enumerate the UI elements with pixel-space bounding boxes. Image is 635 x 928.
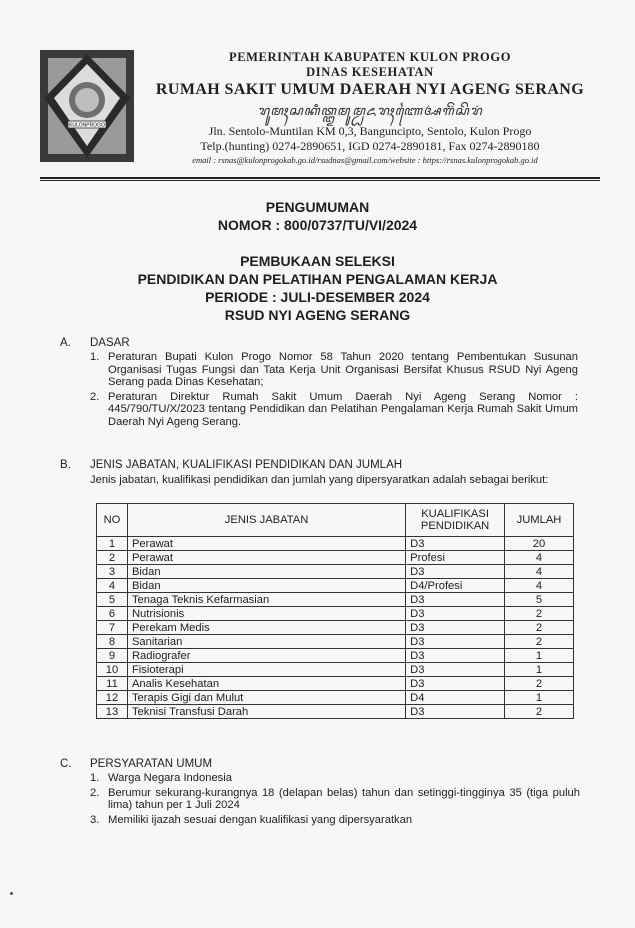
list-text: Warga Negara Indonesia — [108, 772, 232, 784]
table-row — [97, 593, 574, 607]
cell-kualifikasi: D3 — [406, 635, 505, 649]
list-item — [90, 351, 578, 389]
emblem-caption: KULONPROGO — [69, 122, 105, 129]
table-body — [97, 537, 574, 719]
cell-jumlah: 2 — [505, 621, 574, 635]
cell-kualifikasi: D3 — [406, 621, 505, 635]
cell-jabatan: Nutrisionis — [127, 607, 405, 621]
section-c-heading — [60, 758, 212, 771]
section-b-heading — [60, 459, 402, 472]
table-row — [97, 537, 574, 551]
cell-no: 9 — [97, 649, 128, 663]
list-text: Berumur sekurang-kurangnya 18 (delapan belas) tahun dan setinggi-tingginya 35 (tiga puluh lima) tahun per 1 Juli 2024 — [108, 786, 580, 811]
cell-no: 11 — [97, 677, 128, 691]
cell-jumlah: 2 — [505, 635, 574, 649]
section-a-list — [90, 351, 578, 430]
cell-jumlah: 2 — [505, 607, 574, 621]
cell-jumlah: 5 — [505, 593, 574, 607]
cell-kualifikasi: D3 — [406, 593, 505, 607]
letterhead-javanese-script: ꦫꦸꦩꦃꦱꦏꦶꦠ꧀ꦈꦩꦸꦩ꧀ꦝꦌꦫꦃꦚꦻꦄꦒꦼꦁꦱꦼꦫꦁ — [257, 103, 483, 118]
list-item — [90, 814, 580, 827]
table-row — [97, 705, 574, 719]
list-number: 3. — [90, 813, 100, 826]
cell-kualifikasi: D3 — [406, 677, 505, 691]
announcement-number: NOMOR : 800/0737/TU/VI/2024 — [217, 217, 418, 233]
cell-jabatan: Teknisi Transfusi Darah — [127, 705, 405, 719]
cell-jumlah: 2 — [505, 705, 574, 719]
section-b-letter: B. — [60, 459, 71, 471]
section-a-title: DASAR — [90, 337, 130, 349]
col-header-no: NO — [97, 504, 128, 537]
scan-speck — [10, 892, 13, 895]
table-row — [97, 565, 574, 579]
col-header-kualifikasi: KUALIFIKASI PENDIDIKAN — [406, 504, 505, 537]
table-row — [97, 635, 574, 649]
cell-no: 4 — [97, 579, 128, 593]
table-row — [97, 579, 574, 593]
cell-kualifikasi: Profesi — [406, 551, 505, 565]
table-row — [97, 551, 574, 565]
cell-jumlah: 4 — [505, 579, 574, 593]
letterhead-divider — [40, 177, 600, 179]
table-row — [97, 621, 574, 635]
cell-no: 13 — [97, 705, 128, 719]
letterhead — [140, 50, 600, 166]
cell-no: 12 — [97, 691, 128, 705]
cell-kualifikasi: D3 — [406, 565, 505, 579]
cell-jabatan: Fisioterapi — [127, 663, 405, 677]
positions-table — [96, 503, 574, 719]
section-c-title: PERSYARATAN UMUM — [90, 758, 213, 770]
cell-jabatan: Tenaga Teknis Kefarmasian — [127, 593, 405, 607]
cell-no: 8 — [97, 635, 128, 649]
cell-jabatan: Perawat — [127, 537, 405, 551]
table-row — [97, 649, 574, 663]
cell-no: 2 — [97, 551, 128, 565]
cell-jumlah: 2 — [505, 677, 574, 691]
cell-jumlah: 4 — [505, 551, 574, 565]
list-item — [90, 787, 580, 812]
col-header-jumlah: JUMLAH — [505, 504, 574, 537]
announcement-header — [0, 198, 635, 234]
section-c-letter: C. — [60, 758, 72, 770]
title-line-3: PERIODE : JULI-DESEMBER 2024 — [205, 289, 430, 305]
list-text: Memiliki ijazah sesuai dengan kualifikasi yang dipersyaratkan — [108, 813, 413, 826]
cell-no: 10 — [97, 663, 128, 677]
section-b-intro — [90, 474, 578, 487]
announcement-label: PENGUMUMAN — [265, 199, 370, 215]
cell-jumlah: 1 — [505, 649, 574, 663]
announcement-title — [0, 252, 635, 324]
section-c-list — [90, 772, 580, 828]
letterhead-phone: Telp.(hunting) 0274-2890651, IGD 0274-2890181, Fax 0274-2890180 — [200, 139, 540, 153]
table-row — [97, 663, 574, 677]
cell-jumlah: 20 — [505, 537, 574, 551]
list-text: Peraturan Bupati Kulon Progo Nomor 58 Tahun 2020 tentang Pembentukan Susunan Organisasi Tugas Fungsi dan Tata Kerja Unit Organisasi Bersifat Khusus RSUD Nyi Ageng Serang pada Dinas Kesehatan; — [108, 351, 578, 388]
col-header-jabatan: JENIS JABATAN — [127, 504, 405, 537]
list-number: 1. — [90, 351, 100, 363]
table-row — [97, 607, 574, 621]
letterhead-divider-thin — [40, 180, 600, 181]
table-row — [97, 677, 574, 691]
cell-no: 7 — [97, 621, 128, 635]
cell-jabatan: Radiografer — [127, 649, 405, 663]
cell-jumlah: 1 — [505, 691, 574, 705]
cell-kualifikasi: D3 — [406, 537, 505, 551]
list-number: 2. — [90, 786, 100, 799]
cell-kualifikasi: D4 — [406, 691, 505, 705]
letterhead-government: PEMERINTAH KABUPATEN KULON PROGO — [228, 50, 512, 64]
cell-jabatan: Analis Kesehatan — [127, 677, 405, 691]
title-line-4: RSUD NYI AGENG SERANG — [224, 307, 411, 323]
list-item — [90, 391, 578, 429]
cell-no: 6 — [97, 607, 128, 621]
cell-jabatan: Bidan — [127, 579, 405, 593]
letterhead-email: email : rsnas@kulonprogokab.go.id/rsudnas@gmail.com/website : https://rsnas.kulonprogokab.go.id — [192, 155, 538, 165]
list-text: Peraturan Direktur Rumah Sakit Umum Daerah Nyi Ageng Serang Nomor : 445/790/TU/X/2023 tentang Pendidikan dan Pelatihan Pengalaman Kerja Rumah Sakit Umum Daerah Nyi Ageng Serang. — [108, 390, 578, 428]
title-line-1: PEMBUKAAN SELEKSI — [240, 253, 395, 269]
cell-jabatan: Perawat — [127, 551, 405, 565]
table-header-row — [97, 504, 574, 537]
cell-kualifikasi: D3 — [406, 607, 505, 621]
title-line-2: PENDIDIKAN DAN PELATIHAN PENGALAMAN KERJA — [137, 271, 498, 287]
section-a-letter: A. — [60, 337, 71, 349]
table-row — [97, 691, 574, 705]
cell-jabatan: Perekam Medis — [127, 621, 405, 635]
cell-no: 1 — [97, 537, 128, 551]
letterhead-address: Jln. Sentolo-Muntilan KM 0,3, Banguncipto, Sentolo, Kulon Progo — [208, 124, 532, 138]
letterhead-department: DINAS KESEHATAN — [306, 65, 434, 79]
cell-jumlah: 4 — [505, 565, 574, 579]
cell-jabatan: Terapis Gigi dan Mulut — [127, 691, 405, 705]
section-b-intro-text: Jenis jabatan, kualifikasi pendidikan dan jumlah yang dipersyaratkan adalah sebagai berikut: — [90, 474, 549, 486]
cell-no: 5 — [97, 593, 128, 607]
list-item — [90, 772, 580, 785]
section-b-title: JENIS JABATAN, KUALIFIKASI PENDIDIKAN DAN JUMLAH — [90, 459, 403, 471]
cell-jumlah: 1 — [505, 663, 574, 677]
cell-jabatan: Bidan — [127, 565, 405, 579]
list-number: 1. — [90, 772, 100, 784]
section-a-heading — [60, 337, 130, 350]
cell-kualifikasi: D3 — [406, 705, 505, 719]
cell-kualifikasi: D4/Profesi — [406, 579, 505, 593]
cell-kualifikasi: D3 — [406, 649, 505, 663]
kulon-progo-emblem — [38, 48, 136, 164]
list-number: 2. — [90, 390, 100, 403]
cell-kualifikasi: D3 — [406, 663, 505, 677]
cell-no: 3 — [97, 565, 128, 579]
letterhead-hospital-name: RUMAH SAKIT UMUM DAERAH NYI AGENG SERANG — [155, 81, 585, 98]
cell-jabatan: Sanitarian — [127, 635, 405, 649]
